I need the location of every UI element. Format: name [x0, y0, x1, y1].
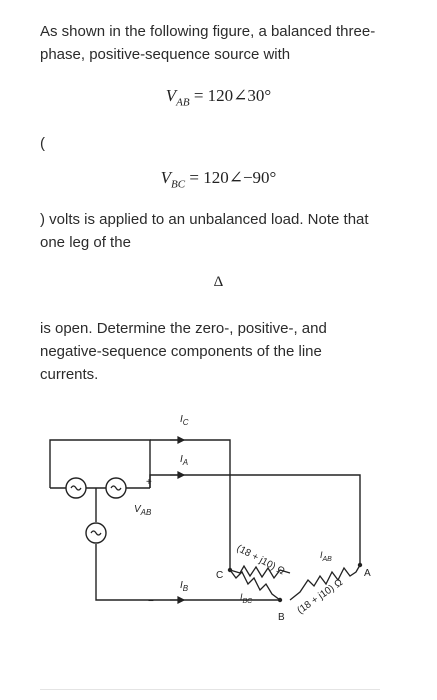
label-ic: $I_C$ — [180, 414, 189, 427]
equation-vbc — [0, 168, 437, 190]
label-node-c: C — [216, 570, 224, 581]
label-node-a: A — [364, 568, 371, 579]
label-ia: $I_A$ — [180, 454, 189, 467]
label-ib: $I_B$ — [180, 580, 189, 593]
source-top-wire — [50, 440, 150, 488]
ia-arrow-head — [178, 472, 184, 478]
label-z-ca: (18 + j10) Ω — [234, 542, 287, 578]
ib-arrow-head — [178, 597, 184, 603]
label-iab: $I_{AB}$ — [320, 550, 332, 563]
circuit-diagram — [0, 400, 437, 690]
node-c-dot — [228, 568, 232, 572]
eq1-rest: = 120∠30° — [189, 86, 272, 105]
equation-vab — [0, 86, 437, 108]
paren-open: ( — [40, 135, 45, 152]
middle-text: ) volts is applied to an unbalanced load. Note that one leg of the — [40, 211, 369, 251]
bottom-divider — [40, 689, 380, 690]
node-a-dot — [358, 563, 362, 567]
eq1-sub: AB — [176, 96, 190, 109]
eq1-var: V — [165, 86, 177, 105]
node-b-dot — [278, 598, 282, 602]
eq2-var: V — [160, 168, 172, 187]
label-vab: $V_{AB}$ — [134, 504, 152, 517]
label-plus: + — [146, 477, 152, 488]
label-z-ab: (18 + j10) Ω — [295, 577, 345, 617]
label-minus: − — [148, 596, 154, 607]
eq2-rest: = 120∠−90° — [185, 168, 277, 187]
question-text: is open. Determine the zero-, positive-, and negative-sequence components of the line currents. — [40, 320, 327, 383]
line-c-wire — [150, 440, 230, 570]
intro-text: As shown in the following figure, a balanced three-phase, positive-sequence source with — [40, 23, 376, 63]
label-ibc: $I_{BC}$ — [240, 592, 253, 605]
label-node-b: B — [278, 612, 285, 623]
delta-symbol: Δ — [213, 274, 224, 290]
eq2-sub: BC — [171, 178, 186, 191]
ic-arrow-head — [178, 437, 184, 443]
